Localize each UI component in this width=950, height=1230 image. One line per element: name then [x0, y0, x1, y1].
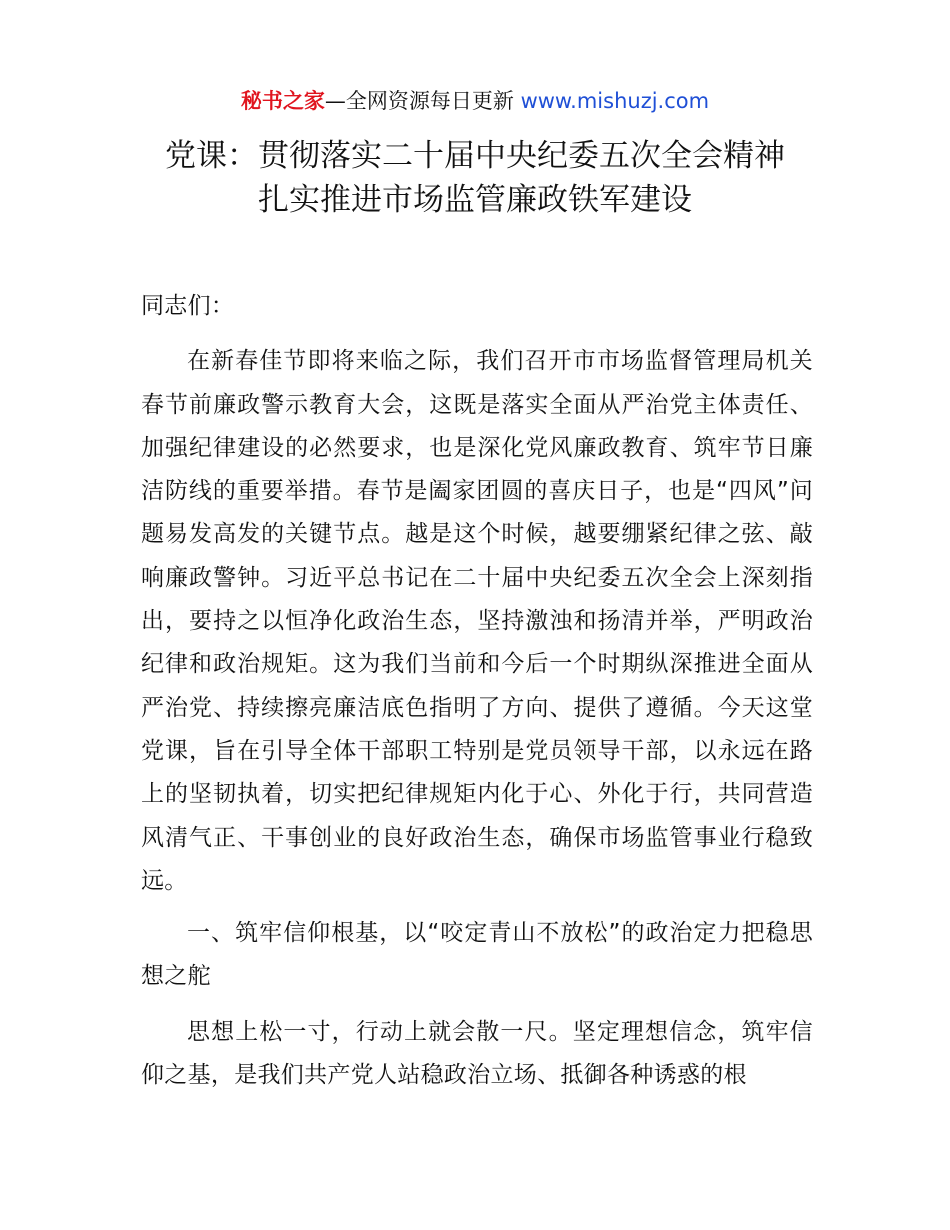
- section-heading-1: 一、筑牢信仰根基，以“咬定青山不放松”的政治定力把稳思想之舵: [141, 920, 813, 990]
- site-url-link[interactable]: www.mishuzj.com: [520, 89, 710, 113]
- paragraph-intro: 在新春佳节即将来临之际，我们召开市市场监督管理局机关春节前廉政警示教育大会，这既是落实全面从严治党主体责任、加强纪律建设的必然要求，也是深化党风廉政教育、筑牢节日廉洁防线的重要举措。春节是阖家团圆的喜庆日子，也是“四风”问题易发高发的关键节点。越是这个时候，越要绷紧纪律之弦、敲响廉政警钟。习近平总书记在二十届中央纪委五次全会上深刻指出，要持之以恒净化政治生态，坚持激浊和扬清并举，严明政治纪律和政治规矩。这为我们当前和今后一个时期纵深推进全面从严治党、持续擦亮廉洁底色指明了方向、提供了遵循。今天这堂党课，旨在引导全体干部职工特别是党员领导干部，以永远在路上的坚韧执着，切实把纪律规矩内化于心、外化于行，共同营造风清气正、干事创业的良好政治生态，确保市场监管事业行稳致远。: [141, 348, 813, 894]
- site-header: [0, 86, 950, 116]
- document-title: [60, 134, 890, 222]
- greeting: 同志们：: [141, 293, 235, 319]
- paragraph-section-1: 思想上松一寸，行动上就会散一尺。坚定理想信念，筑牢信仰之基，是我们共产党人站稳政治立场、抵御各种诱惑的根: [141, 1018, 813, 1089]
- title-line-1: 党课：贯彻落实二十届中央纪委五次全会精神: [165, 138, 785, 174]
- title-line-2: 扎实推进市场监管廉政铁军建设: [258, 182, 692, 218]
- site-tagline: —全网资源每日更新: [324, 89, 521, 113]
- site-brand: 秘书之家: [240, 89, 325, 113]
- document-body: [141, 285, 813, 1106]
